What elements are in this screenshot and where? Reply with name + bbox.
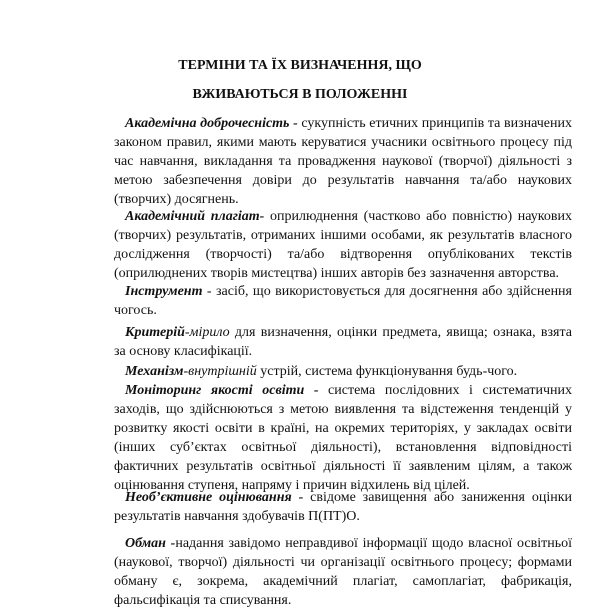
document-title-line-2: ВЖИВАЮТЬСЯ В ПОЛОЖЕННІ — [192, 87, 408, 102]
definition-term-suffix: -внутрішній — [183, 364, 257, 379]
definition-term: Механізм — [125, 364, 184, 379]
definition-deception — [114, 534, 572, 610]
definition-text: для визначення, оцінки предмета, явища; ознака, взята за основу класифікації. — [114, 325, 572, 359]
definition-academic-integrity — [114, 114, 572, 209]
definition-term: Інструмент — [125, 284, 203, 299]
definition-academic-plagiarism — [114, 207, 572, 283]
document-title-line-1: ТЕРМІНИ ТА ЇХ ВИЗНАЧЕННЯ, ЩО — [178, 58, 422, 73]
definition-text: надання завідомо неправдивої інформації щодо власної освітньої (наукової, творчої) діяльності чи організації освітнього процесу; формами обману є, зокрема, академічний плагіат, самоплагіат, фабрикація, фальсифікація та списування. — [114, 536, 573, 608]
definition-instrument — [114, 282, 572, 320]
definition-text: свідоме завищення або заниження оцінки результатів навчання здобувачів П(ПТ)О. — [114, 490, 572, 524]
definition-text: сукупність етичних принципів та визначених законом правил, якими мають керуватися учасники освітнього процесу під час навчання, викладання та провадження наукової (творчої) діяльності з метою забезпечення довіри до результатів навчання та/або наукових (творчих) досягнень. — [114, 116, 573, 207]
definition-criterion — [114, 323, 572, 361]
definition-term-suffix: -мірило — [184, 325, 230, 340]
definition-text: - засіб, що використовується для досягнення або здійснення чогось. — [114, 284, 572, 318]
definition-text: система послідовних і систематичних заходів, що здійснюються з метою виявлення та відстеження тенденцій у розвитку якості освіти в країні, на окремих територіях, у закладах освіти (інших суб’єктах освітньої діяльності), встановлення відповідності фактичних результатів освітньої діяльності її заявленим цілям, а також оцінювання ступеня, напряму і причин відхилень від цілей. — [114, 383, 572, 493]
definition-term: Моніторинг якості освіти - — [125, 383, 319, 398]
definition-term: Академічний плагіат- — [125, 209, 265, 224]
definition-text: устрій, система функціонування будь-чого. — [256, 364, 518, 379]
definition-term: Критерій — [125, 325, 185, 340]
definition-term: Обман - — [125, 536, 176, 551]
definition-quality-monitoring — [114, 381, 572, 495]
definition-text: оприлюднення (частково або повністю) наукових (творчих) результатів, отриманих іншими особами, як результатів власного дослідження (творчості) та/або відтворення опублікованих текстів (оприлюднених творів мистецтва) інших авторів без зазначення авторства. — [114, 209, 572, 281]
definition-biased-assessment — [114, 488, 572, 526]
definition-mechanism — [114, 362, 572, 381]
definition-term: Академічна доброчесність - — [125, 116, 298, 131]
definition-term: Необ’єктивне оцінювання - — [125, 490, 304, 505]
